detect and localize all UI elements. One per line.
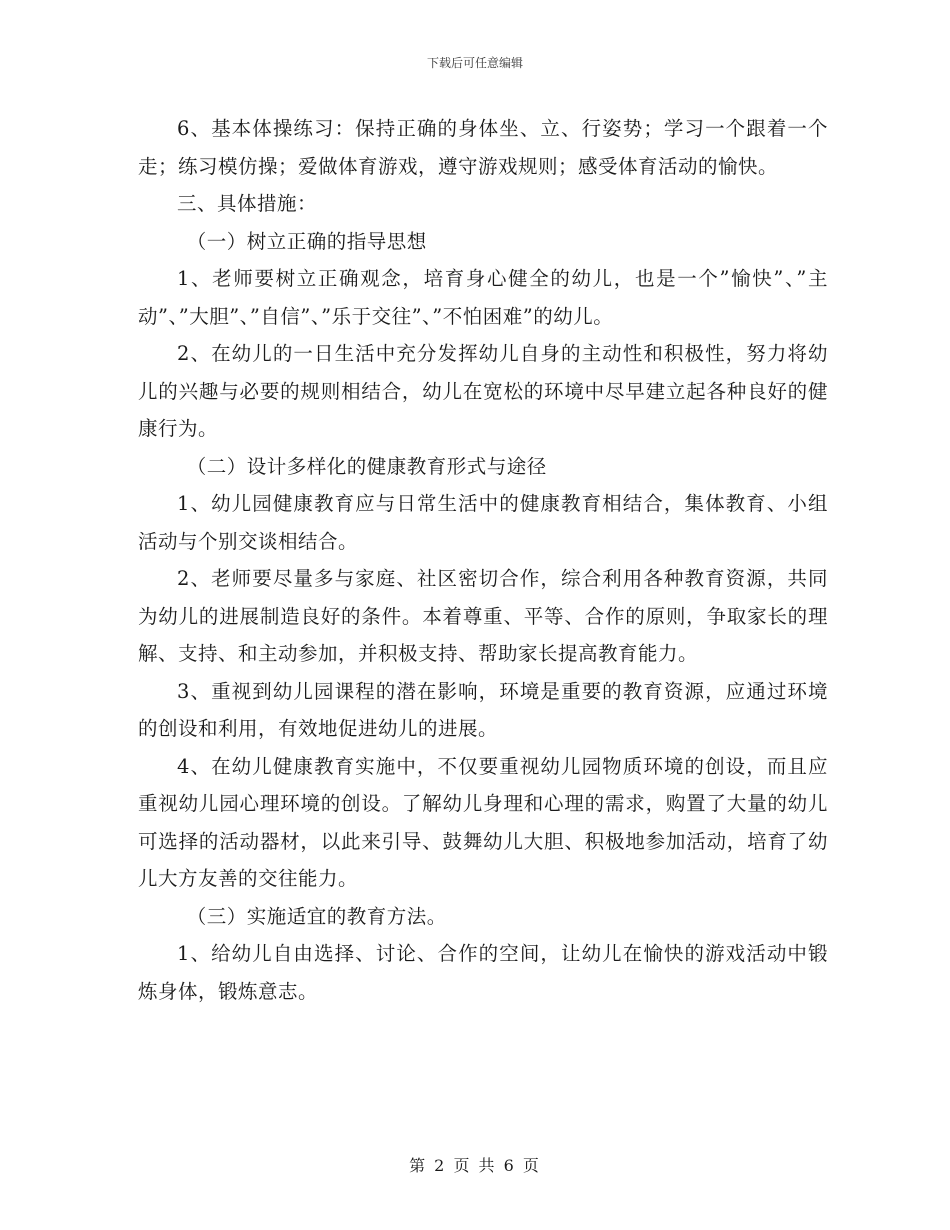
paragraph-teacher-concept: 1、老师要树立正确观念，培育身心健全的幼儿，也是一个”愉快”、”主动”、”大胆”、”自信”、”乐于交往”、”不怕困难”的幼儿。 xyxy=(138,267,828,328)
page-number: 第 2 页 共 6 页 xyxy=(409,1156,541,1175)
document-body xyxy=(138,110,828,1010)
paragraph-combine-education: 1、幼儿园健康教育应与日常生活中的健康教育相结合，集体教育、小组活动与个别交谈相结合。 xyxy=(138,492,828,553)
page-header: 下载后可任意编辑 xyxy=(426,56,523,70)
subheading-methods: （三）实施适宜的教育方法。 xyxy=(186,904,447,928)
paragraph-health-implementation: 4、在幼儿健康教育实施中，不仅要重视幼儿园物质环境的创设，而且应重视幼儿园心理环境的创设。了解幼儿身理和心理的需求，购置了大量的幼儿可选择的活动器材，以此来引导、鼓舞幼儿大胆、积极地参加活动，培育了幼儿大方友善的交往能力。 xyxy=(138,754,828,890)
paragraph-basic-gymnastics: 6、基本体操练习：保持正确的身体坐、立、行姿势；学习一个跟着一个走；练习模仿操；爱做体育游戏，遵守游戏规则；感受体育活动的愉快。 xyxy=(138,117,828,178)
section-heading-measures: 三、具体措施： xyxy=(177,192,318,215)
paragraph-family-cooperation: 2、老师要尽量多与家庭、社区密切合作，综合利用各种教育资源，共同为幼儿的进展制造良好的条件。本着尊重、平等、合作的原则，争取家长的理解、支持、和主动参加，并积极支持、帮助家长提高教育能力。 xyxy=(138,567,828,665)
paragraph-environment: 3、重视到幼儿园课程的潜在影响，环境是重要的教育资源，应通过环境的创设和利用，有效地促进幼儿的进展。 xyxy=(138,679,828,740)
subheading-diverse-forms: （二）设计多样化的健康教育形式与途径 xyxy=(186,454,547,478)
paragraph-daily-life: 2、在幼儿的一日生活中充分发挥幼儿自身的主动性和积极性，努力将幼儿的兴趣与必要的规则相结合，幼儿在宽松的环境中尽早建立起各种良好的健康行为。 xyxy=(138,342,828,440)
paragraph-free-choice: 1、给幼儿自由选择、讨论、合作的空间，让幼儿在愉快的游戏活动中锻炼身体，锻炼意志。 xyxy=(138,942,828,1003)
subheading-guiding-thought: （一）树立正确的指导思想 xyxy=(186,229,427,253)
